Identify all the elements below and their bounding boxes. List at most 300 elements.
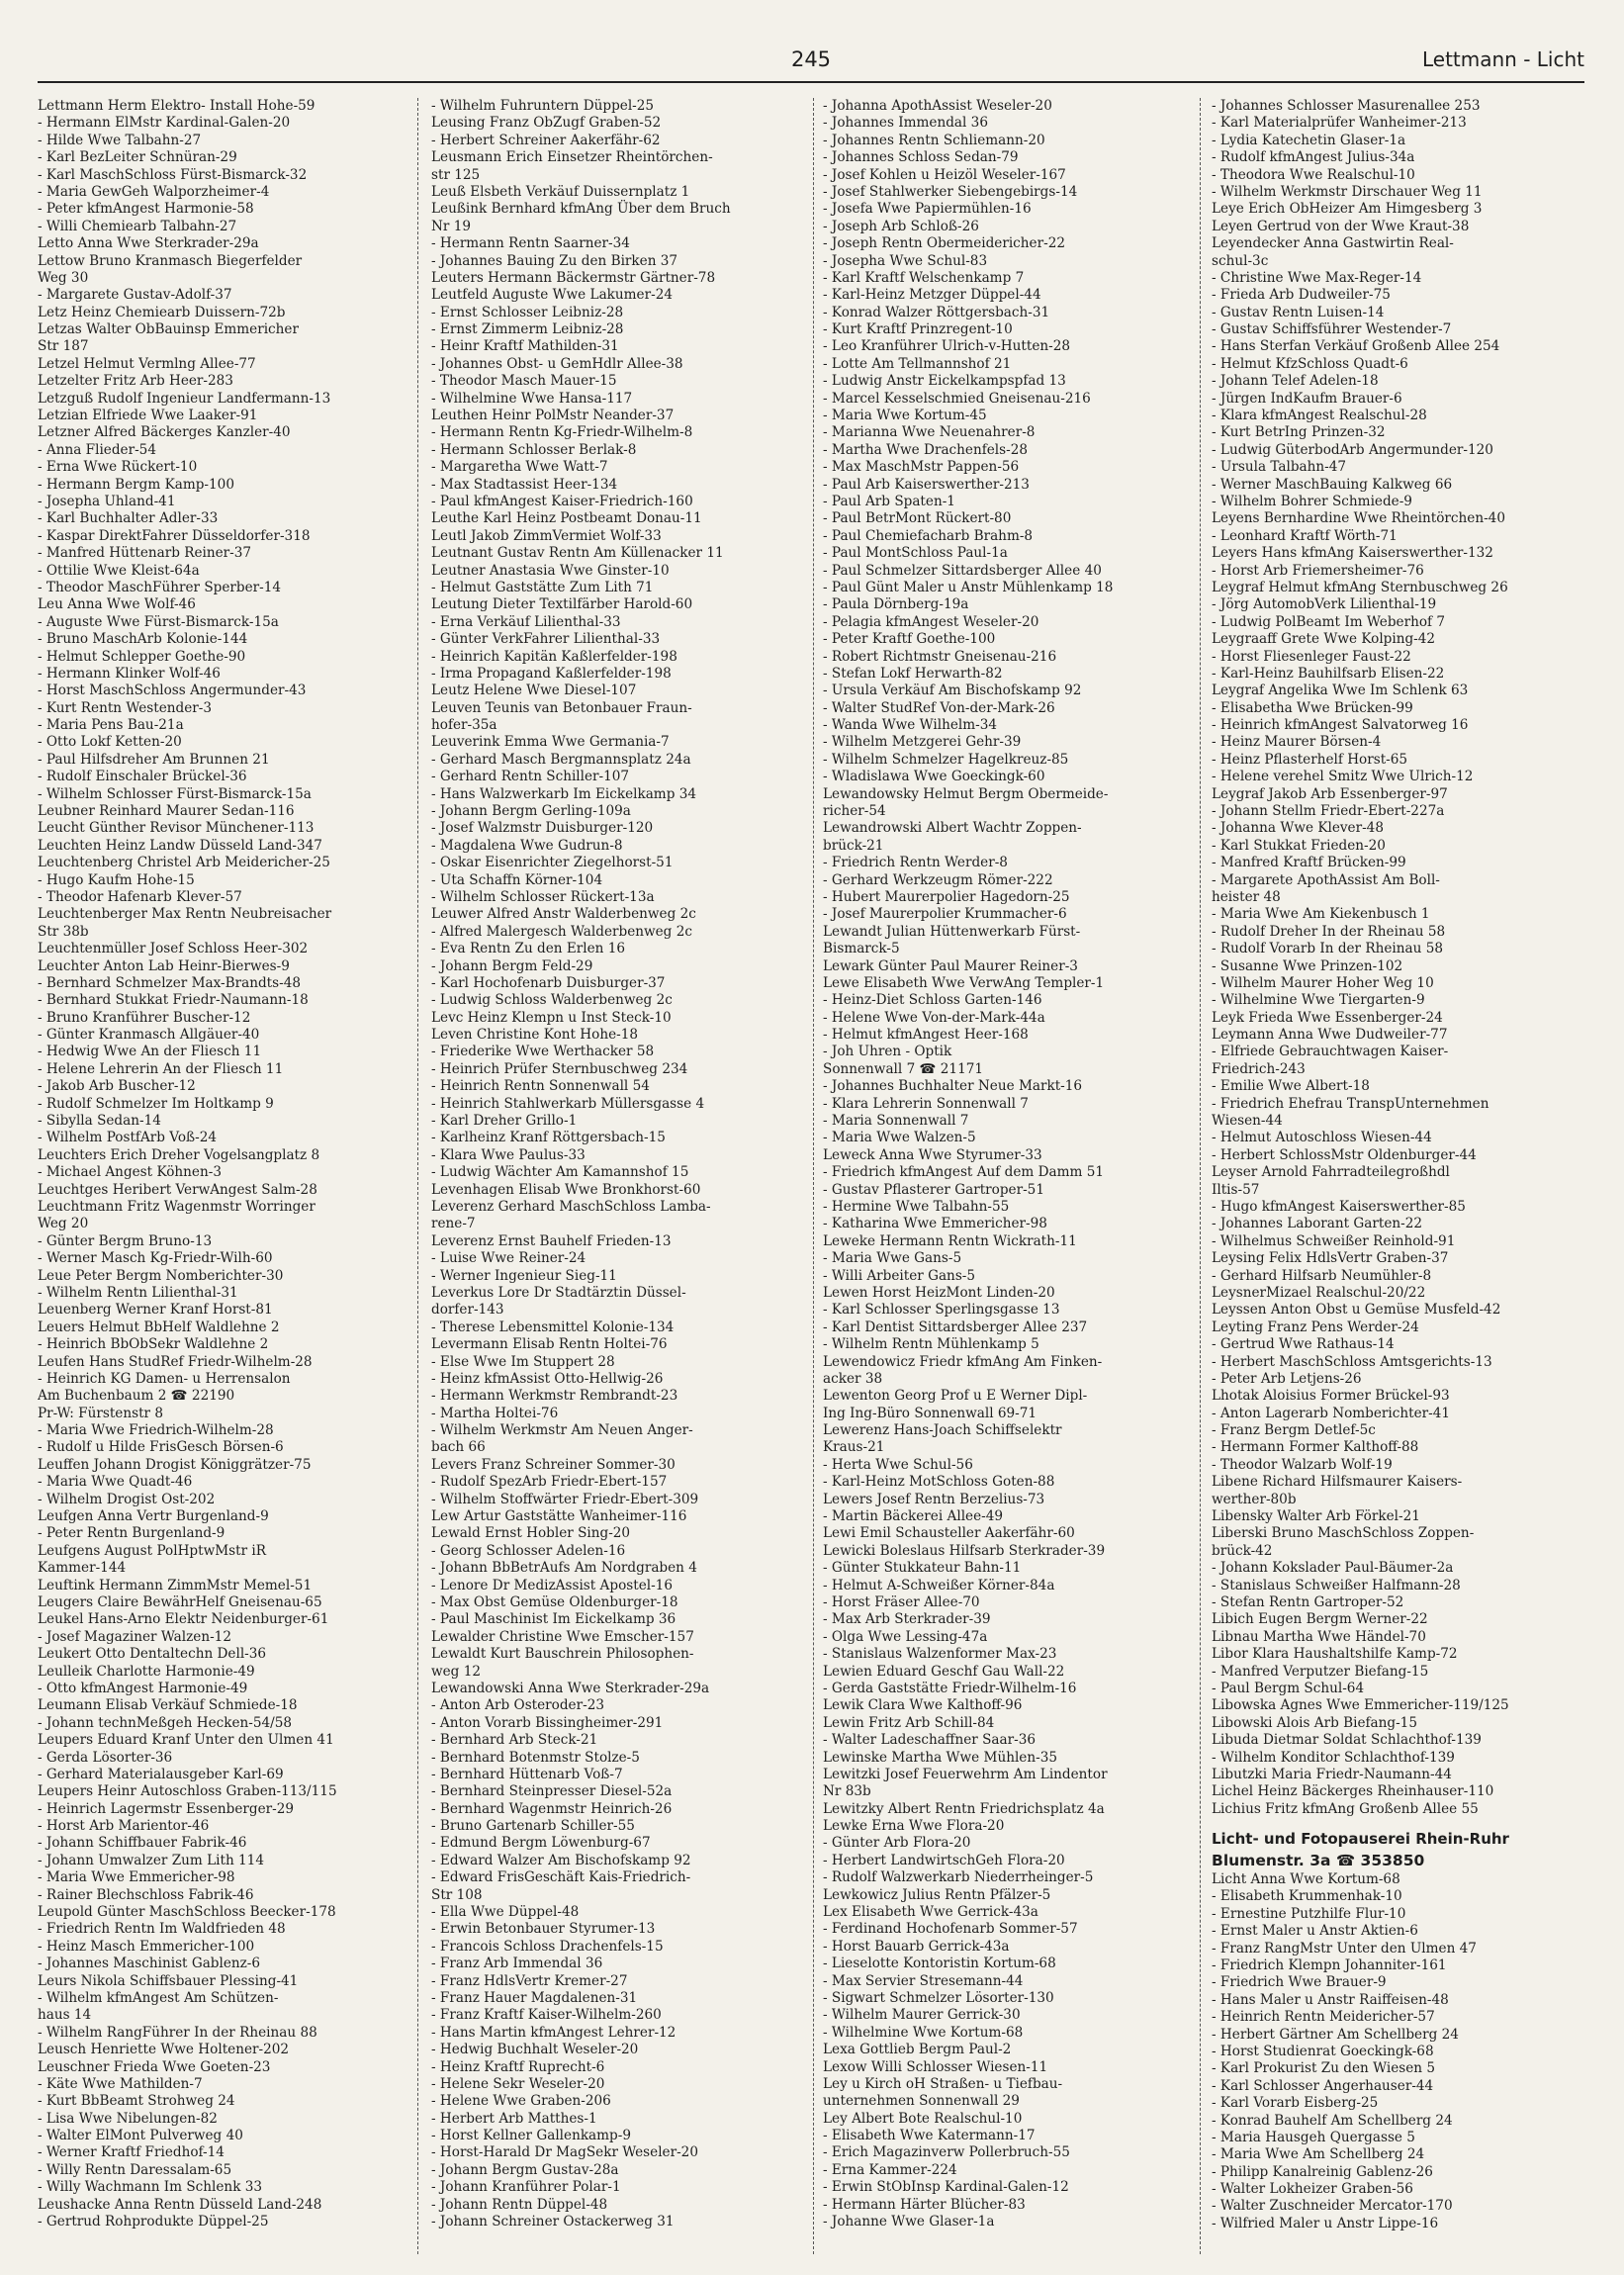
page-number: 245 xyxy=(790,47,832,71)
directory-entry: - Horst Kellner Gallenkamp-9 xyxy=(431,2128,631,2144)
directory-entry: - Konrad Walzer Röttgersbach-31 xyxy=(823,304,1050,320)
directory-entry: - Franz RangMstr Unter den Ulmen 47 xyxy=(1212,1940,1477,1956)
directory-entry: - Friedrich Ehefrau TranspUnternehmen xyxy=(1212,1095,1489,1112)
directory-entry: Weg 20 xyxy=(38,1216,89,1232)
directory-entry: - Herbert SchlossMstr Oldenburger-44 xyxy=(1212,1146,1477,1163)
directory-entry: Leuven Teunis van Betonbauer Fraun- xyxy=(431,699,692,716)
directory-entry: Leyers Hans kfmAng Kaiserswerther-132 xyxy=(1212,545,1493,562)
directory-entry: - Karl Schlosser Angerhauser-44 xyxy=(1212,2077,1434,2094)
directory-entry: Leupers Heinr Autoschloss Graben-113/115 xyxy=(38,1783,337,1800)
directory-entry: - Karl Vorarb Eisberg-25 xyxy=(1212,2095,1379,2112)
directory-entry: - Günter VerkFahrer Lilienthal-33 xyxy=(431,631,661,648)
directory-entry: - Helmut KfzSchloss Quadt-6 xyxy=(1212,355,1408,372)
directory-entry: - Ludwig GüterbodArb Angermunder-120 xyxy=(1212,441,1493,458)
directory-entry: - Johann Kokslader Paul-Bäumer-2a xyxy=(1212,1560,1454,1577)
directory-entry: werther-80b xyxy=(1212,1491,1297,1507)
directory-entry: - Wilhelmine Wwe Kortum-68 xyxy=(823,2024,1024,2041)
directory-entry: - Hans Walzwerkarb Im Eickelkamp 34 xyxy=(431,785,697,802)
directory-entry: - Josef Stahlwerker Siebengebirgs-14 xyxy=(823,183,1078,200)
directory-entry: - Luise Wwe Reiner-24 xyxy=(431,1250,586,1267)
directory-entry: - Karl Dentist Sittardsberger Allee 237 xyxy=(823,1319,1088,1335)
directory-entry: - Johannes Maschinist Gablenz-6 xyxy=(38,1956,261,1972)
directory-entry: Leuchtmann Fritz Wagenmstr Worringer xyxy=(38,1199,316,1215)
directory-entry: - Hermann ElMstr Kardinal-Galen-20 xyxy=(38,115,291,132)
directory-entry: Str 108 xyxy=(431,1886,483,1903)
directory-entry: Lewerenz Hans-Joach Schiffselektr xyxy=(823,1422,1062,1439)
directory-entry: - Franz Kraftf Kaiser-Wilhelm-260 xyxy=(431,2007,662,2024)
directory-entry: Leuthe Karl Heinz Postbeamt Donau-11 xyxy=(431,510,702,527)
directory-entry: - Uta Schaffn Körner-104 xyxy=(431,871,603,888)
directory-entry: - Josef Kohlen u Heizöl Weseler-167 xyxy=(823,166,1066,183)
directory-entry: rene-7 xyxy=(431,1216,476,1232)
directory-entry: Lewinske Martha Wwe Mühlen-35 xyxy=(823,1749,1057,1766)
directory-entry: - Hans Maler u Anstr Raiffeisen-48 xyxy=(1212,1991,1449,2008)
directory-entry: - Emilie Wwe Albert-18 xyxy=(1212,1078,1370,1095)
directory-entry: Lewe Elisabeth Wwe VerwAng Templer-1 xyxy=(823,974,1105,991)
directory-entry: - Katharina Wwe Emmericher-98 xyxy=(823,1216,1047,1232)
directory-entry: - Walter ElMont Pulverweg 40 xyxy=(38,2128,243,2144)
directory-entry: - Jörg AutomobVerk Lilienthal-19 xyxy=(1212,596,1437,613)
directory-entry: - Johann Telef Adelen-18 xyxy=(1212,373,1379,390)
directory-entry: - Paul Günt Maler u Anstr Mühlenkamp 18 xyxy=(823,579,1114,595)
directory-entry: - Horst Studienrat Goeckingk-68 xyxy=(1212,2043,1434,2059)
directory-entry: - Karl Prokurist Zu den Wiesen 5 xyxy=(1212,2060,1435,2077)
directory-entry: - Maria Wwe Quadt-46 xyxy=(38,1474,193,1491)
directory-entry: - Martin Bäckerei Allee-49 xyxy=(823,1508,1004,1525)
directory-entry: - Josepha Uhland-41 xyxy=(38,493,176,509)
directory-entry: Str 38b xyxy=(38,923,89,940)
directory-entry: - Günter Kranmasch Allgäuer-40 xyxy=(38,1027,260,1044)
directory-entry: - Karl MaschSchloss Fürst-Bismarck-32 xyxy=(38,166,308,183)
running-head: Lettmann - Licht xyxy=(1421,47,1584,71)
directory-entry: Lewitzky Albert Rentn Friedrichsplatz 4a xyxy=(823,1800,1105,1817)
directory-entry: - Hermann Härter Blücher-83 xyxy=(823,2196,1026,2213)
directory-entry: - Ursula Verkäuf Am Bischofskamp 92 xyxy=(823,682,1082,699)
directory-entry: Leyk Frieda Wwe Essenberger-24 xyxy=(1212,1009,1443,1026)
directory-entry: - Erna Kammer-224 xyxy=(823,2161,957,2178)
directory-entry: - Johannes Buchhalter Neue Markt-16 xyxy=(823,1078,1083,1095)
directory-entry: - Heinz-Diet Schloss Garten-146 xyxy=(823,992,1042,1009)
directory-entry: - Helene Lehrerin An der Fliesch 11 xyxy=(38,1060,284,1077)
directory-entry: - Wilfried Maler u Anstr Lippe-16 xyxy=(1212,2215,1439,2231)
directory-entry: - Rudolf Vorarb In der Rheinau 58 xyxy=(1212,941,1443,957)
directory-entry: - Karl-Heinz Metzger Düppel-44 xyxy=(823,287,1041,304)
directory-entry: - Jakob Arb Buscher-12 xyxy=(38,1078,196,1095)
directory-entry: - Gerda Lösorter-36 xyxy=(38,1749,173,1766)
directory-entry: Leven Christine Kont Hohe-18 xyxy=(431,1027,639,1044)
directory-entry: - Karl Materialprüfer Wanheimer-213 xyxy=(1212,115,1467,132)
directory-entry: - Bruno MaschArb Kolonie-144 xyxy=(38,631,248,648)
directory-entry: - Kurt BetrIng Prinzen-32 xyxy=(1212,424,1386,441)
directory-entry: Lewers Josef Rentn Berzelius-73 xyxy=(823,1491,1045,1507)
directory-entry: - Horst MaschSchloss Angermunder-43 xyxy=(38,682,307,699)
directory-entry: - Wilhelm Maurer Hoher Weg 10 xyxy=(1212,974,1434,991)
column-divider xyxy=(1200,98,1201,2254)
directory-entry: - Ottilie Wwe Kleist-64a xyxy=(38,562,200,579)
directory-entry: - Helene Sekr Weseler-20 xyxy=(431,2075,605,2092)
directory-entry: Leyen Gertrud von der Wwe Kraut-38 xyxy=(1212,218,1470,234)
directory-entry: - Paul Arb Kaiserswerther-213 xyxy=(823,476,1030,493)
directory-entry: Lewald Ernst Hobler Sing-20 xyxy=(431,1525,631,1542)
directory-entry: Leverenz Gerhard MaschSchloss Lamba- xyxy=(431,1199,711,1215)
directory-entry: - Margarete ApothAssist Am Boll- xyxy=(1212,871,1440,888)
directory-entry: - Maria Wwe Emmericher-98 xyxy=(38,1869,235,1886)
directory-entry: Leuenberg Werner Kranf Horst-81 xyxy=(38,1302,273,1319)
directory-entry: - Manfred Verputzer Biefang-15 xyxy=(1212,1663,1429,1680)
directory-entry: - Paul kfmAngest Kaiser-Friedrich-160 xyxy=(431,493,693,509)
directory-entry: - Wilhelm Rentn Mühlenkamp 5 xyxy=(823,1336,1039,1353)
directory-entry: Lewicki Boleslaus Hilfsarb Sterkrader-39 xyxy=(823,1542,1106,1559)
directory-entry: - Werner Kraftf Friedhof-14 xyxy=(38,2144,225,2161)
directory-entry: - Gustav Schiffsführer Westender-7 xyxy=(1212,321,1452,338)
directory-entry: - Karl Kraftf Welschenkamp 7 xyxy=(823,269,1025,286)
spacer xyxy=(1212,1818,1570,1828)
directory-entry: Leulleik Charlotte Harmonie-49 xyxy=(38,1663,255,1680)
directory-entry: - Wilhelm PostfArb Voß-24 xyxy=(38,1130,218,1146)
directory-entry: Lewalder Christine Wwe Emscher-157 xyxy=(431,1628,694,1645)
directory-entry: Leugers Claire BewährHelf Gneisenau-65 xyxy=(38,1593,322,1610)
directory-entry: - Stanislaus Walzenformer Max-23 xyxy=(823,1646,1057,1663)
directory-entry: richer-54 xyxy=(823,803,886,820)
directory-entry: Leyssen Anton Obst u Gemüse Musfeld-42 xyxy=(1212,1302,1501,1319)
directory-entry: - Karl Dreher Grillo-1 xyxy=(431,1113,578,1130)
directory-entry: - Paul MontSchloss Paul-1a xyxy=(823,545,1008,562)
directory-entry: - Johann Schiffbauer Fabrik-46 xyxy=(38,1835,247,1852)
directory-entry: Leukel Hans-Arno Elektr Neidenburger-61 xyxy=(38,1611,329,1628)
directory-entry: Libich Eugen Bergm Werner-22 xyxy=(1212,1611,1428,1628)
directory-entry: - Gerhard Materialausgeber Karl-69 xyxy=(38,1766,284,1782)
directory-entry: Licht Anna Wwe Kortum-68 xyxy=(1212,1871,1400,1888)
directory-entry: Leuthen Heinr PolMstr Neander-37 xyxy=(431,408,675,424)
directory-entry: - Josefa Wwe Papiermühlen-16 xyxy=(823,201,1032,218)
directory-entry: Str 187 xyxy=(38,338,89,355)
directory-entry: brück-42 xyxy=(1212,1542,1273,1559)
directory-entry: - Elisabeth Krummenhak-10 xyxy=(1212,1888,1402,1905)
directory-entry: - Anton Lagerarb Nomberichter-41 xyxy=(1212,1405,1451,1421)
directory-entry: - Johann Rentn Düppel-48 xyxy=(431,2196,608,2213)
directory-entry: - Friederike Wwe Werthacker 58 xyxy=(431,1044,655,1060)
directory-entry: - Johannes Immendal 36 xyxy=(823,115,988,132)
column-divider xyxy=(417,98,418,2254)
directory-entry: - Max Arb Sterkrader-39 xyxy=(823,1611,991,1628)
directory-entry: Levers Franz Schreiner Sommer-30 xyxy=(431,1456,676,1473)
directory-entry: Lettmann Herm Elektro- Install Hohe-59 xyxy=(38,98,316,114)
directory-entry: - Helmut Gaststätte Zum Lith 71 xyxy=(431,579,654,595)
directory-entry: - Bernhard Steinpresser Diesel-52a xyxy=(431,1783,673,1800)
directory-entry: - Paul BetrMont Rückert-80 xyxy=(823,510,1012,527)
directory-entry: - Sigwart Schmelzer Lösorter-130 xyxy=(823,1989,1054,2006)
directory-entry: - Heinz Maurer Börsen-4 xyxy=(1212,734,1382,751)
directory-entry: Leußink Bernhard kfmAng Über dem Bruch xyxy=(431,201,731,218)
directory-entry: - Gerhard Werkzeugm Römer-222 xyxy=(823,871,1053,888)
directory-entry: - Klara kfmAngest Realschul-28 xyxy=(1212,408,1427,424)
directory-entry: - Ferdinand Hochofenarb Sommer-57 xyxy=(823,1921,1078,1938)
directory-entry: - Heinz Masch Emmericher-100 xyxy=(38,1938,255,1955)
directory-entry: Leuffen Johann Drogist Königgrätzer-75 xyxy=(38,1456,312,1473)
directory-entry: - Willy Rentn Daressalam-65 xyxy=(38,2161,232,2178)
directory-entry: Lewandowsky Helmut Bergm Obermeide- xyxy=(823,785,1109,802)
directory-entry: Leverenz Ernst Bauhelf Frieden-13 xyxy=(431,1232,672,1249)
directory-entry: - Gertrud Wwe Rathaus-14 xyxy=(1212,1336,1395,1353)
directory-entry: - Helmut Autoschloss Wiesen-44 xyxy=(1212,1130,1432,1146)
directory-entry: - Johann Bergm Gerling-109a xyxy=(431,803,631,820)
directory-entry: - Manfred Kraftf Brücken-99 xyxy=(1212,855,1406,871)
directory-entry: - Ludwig Anstr Eickelkampspfad 13 xyxy=(823,373,1066,390)
directory-entry: - Willi Arbeiter Gans-5 xyxy=(823,1267,976,1284)
directory-entry: - Walter Zuschneider Mercator-170 xyxy=(1212,2198,1453,2215)
directory-entry: - Maria Wwe Kortum-45 xyxy=(823,408,987,424)
directory-entry: Libowski Alois Arb Biefang-15 xyxy=(1212,1714,1417,1731)
directory-entry: - Karl BezLeiter Schnüran-29 xyxy=(38,149,237,166)
directory-entry: - Josef Walzmstr Duisburger-120 xyxy=(431,820,654,837)
directory-entry: - Helene Wwe Graben-206 xyxy=(431,2093,611,2110)
directory-entry: - Gerhard Masch Bergmannsplatz 24a xyxy=(431,751,691,768)
directory-entry: - Gerhard Hilfsarb Neumühler-8 xyxy=(1212,1267,1432,1284)
directory-entry: Leutfeld Auguste Wwe Lakumer-24 xyxy=(431,287,673,304)
directory-entry: - Elisabeth Wwe Katermann-17 xyxy=(823,2128,1036,2144)
directory-entry: Libuda Dietmar Soldat Schlachthof-139 xyxy=(1212,1732,1482,1749)
directory-entry: - Horst Bauarb Gerrick-43a xyxy=(823,1938,1010,1955)
directory-entry: Nr 83b xyxy=(823,1783,871,1800)
directory-entry: - Gustav Pflasterer Gartroper-51 xyxy=(823,1181,1044,1198)
directory-entry: - Wilhelm Rentn Lilienthal-31 xyxy=(38,1284,238,1301)
directory-entry: Letto Anna Wwe Sterkrader-29a xyxy=(38,235,259,252)
directory-entry: - Wilhelm Schlosser Rückert-13a xyxy=(431,888,655,905)
directory-entry: Leushacke Anna Rentn Düsseld Land-248 xyxy=(38,2196,322,2213)
directory-entry: Leysing Felix HdlsVertr Graben-37 xyxy=(1212,1250,1449,1267)
directory-entry: - Franz Hauer Magdalenen-31 xyxy=(431,1989,638,2006)
directory-entry: - Johanna ApothAssist Weseler-20 xyxy=(823,98,1052,114)
directory-entry: Leuchtenberg Christel Arb Meidericher-25 xyxy=(38,855,330,871)
directory-entry: - Herbert Schreiner Aakerfähr-62 xyxy=(431,132,661,148)
directory-entry: - Heinrich Rentn Meidericher-57 xyxy=(1212,2009,1435,2026)
directory-entry: - Gustav Rentn Luisen-14 xyxy=(1212,304,1385,320)
directory-entry: - Rainer Blechschloss Fabrik-46 xyxy=(38,1886,254,1903)
directory-entry: - Peter Arb Letjens-26 xyxy=(1212,1370,1362,1387)
directory-entry: Lewke Erna Wwe Flora-20 xyxy=(823,1818,1005,1835)
directory-entry: - Joseph Rentn Obermeidericher-22 xyxy=(823,235,1065,252)
directory-entry: Leyser Arnold Fahrradteilegroßhdl xyxy=(1212,1164,1450,1181)
directory-entry: - Paul Arb Spaten-1 xyxy=(823,493,955,509)
directory-entry: - Herbert Gärtner Am Schellberg 24 xyxy=(1212,2026,1459,2043)
directory-entry: - Günter Stukkateur Bahn-11 xyxy=(823,1560,1022,1577)
directory-entry: - Lotte Am Tellmannshof 21 xyxy=(823,355,1012,372)
directory-entry: haus 14 xyxy=(38,2007,92,2024)
directory-entry: - Klara Lehrerin Sonnenwall 7 xyxy=(823,1095,1029,1112)
directory-entry: unternehmen Sonnenwall 29 xyxy=(823,2093,1020,2110)
directory-entry: - Irma Propagand Kaßlerfelder-198 xyxy=(431,665,672,682)
directory-entry: - Anna Flieder-54 xyxy=(38,441,156,458)
directory-entry: - Paul Chemiefacharb Brahm-8 xyxy=(823,527,1034,544)
directory-entry: - Stanislaus Schweißer Halfmann-28 xyxy=(1212,1577,1461,1593)
directory-entry: - Hermann Rentn Kg-Friedr-Wilhelm-8 xyxy=(431,424,693,441)
directory-entry: - Theodor Walzarb Wolf-19 xyxy=(1212,1456,1393,1473)
directory-entry: Leu Anna Wwe Wolf-46 xyxy=(38,596,196,613)
directory-entry: Libutzki Maria Friedr-Naumann-44 xyxy=(1212,1766,1452,1782)
directory-entry: - Willy Wachmann Im Schlenk 33 xyxy=(38,2179,263,2196)
directory-entry: - Gerhard Rentn Schiller-107 xyxy=(431,769,630,785)
directory-entry: - Gerda Gaststätte Friedr-Wilhelm-16 xyxy=(823,1680,1077,1696)
page-header xyxy=(38,47,1584,83)
directory-entry: - Ernst Schlosser Leibniz-28 xyxy=(431,304,624,320)
directory-entry: - Friedrich kfmAngest Auf dem Damm 51 xyxy=(823,1164,1104,1181)
directory-entry: Weg 30 xyxy=(38,269,89,286)
directory-entry: - Hermann Rentn Saarner-34 xyxy=(431,235,630,252)
directory-entry: Leweke Hermann Rentn Wickrath-11 xyxy=(823,1232,1077,1249)
directory-entry: - Horst Arb Friemersheimer-76 xyxy=(1212,562,1424,579)
directory-entry: - Josef Magaziner Walzen-12 xyxy=(38,1628,231,1645)
directory-entry: Leucht Günther Revisor Münchener-113 xyxy=(38,820,315,837)
directory-entry: - Paul Hilfsdreher Am Brunnen 21 xyxy=(38,751,270,768)
directory-entry: - Eva Rentn Zu den Erlen 16 xyxy=(431,941,626,957)
directory-entry: - Wilhelm RangFührer In der Rheinau 88 xyxy=(38,2024,317,2041)
directory-entry: - Heinrich KG Damen- u Herrensalon xyxy=(38,1370,291,1387)
directory-entry: - Paul Schmelzer Sittardsberger Allee 40 xyxy=(823,562,1102,579)
directory-entry: - Bernhard Stukkat Friedr-Naumann-18 xyxy=(38,992,309,1009)
directory-entry: Leyens Bernhardine Wwe Rheintörchen-40 xyxy=(1212,510,1505,527)
directory-entry: - Konrad Bauhelf Am Schellberg 24 xyxy=(1212,2112,1453,2129)
directory-entry: - Peter kfmAngest Harmonie-58 xyxy=(38,201,254,218)
directory-entry: - Wladislawa Wwe Goeckingk-60 xyxy=(823,769,1045,785)
directory-entry: - Marcel Kesselschmied Gneisenau-216 xyxy=(823,390,1091,407)
directory-entry: - Wilhelm Metzgerei Gehr-39 xyxy=(823,734,1022,751)
directory-entry: - Jürgen IndKaufm Brauer-6 xyxy=(1212,390,1402,407)
directory-entry: - Horst Fräser Allee-70 xyxy=(823,1593,980,1610)
directory-entry: - Francois Schloss Drachenfels-15 xyxy=(431,1938,664,1955)
directory-entry: - Maria Wwe Am Schellberg 24 xyxy=(1212,2146,1425,2163)
directory-entry: Leupold Günter MaschSchloss Beecker-178 xyxy=(38,1904,336,1921)
directory-entry: - Wilhelm Stoffwärter Friedr-Ebert-309 xyxy=(431,1491,699,1507)
directory-entry: Letzguß Rudolf Ingenieur Landfermann-13 xyxy=(38,390,331,407)
directory-entry: - Bernhard Hüttenarb Voß-7 xyxy=(431,1766,623,1782)
directory-column-3 xyxy=(823,98,1181,2230)
directory-entry: - Friedrich Rentn Im Waldfrieden 48 xyxy=(38,1921,286,1938)
directory-entry: - Johann Kranführer Polar-1 xyxy=(431,2179,621,2196)
directory-entry: - Erna Verkäuf Lilienthal-33 xyxy=(431,613,621,630)
directory-entry: - Karl Buchhalter Adler-33 xyxy=(38,510,219,527)
directory-entry: - Walter Ladeschaffner Saar-36 xyxy=(823,1732,1036,1749)
directory-entry: - Heinz Kraftf Ruprecht-6 xyxy=(431,2058,605,2075)
directory-entry: - Lisa Wwe Nibelungen-82 xyxy=(38,2110,218,2127)
directory-entry: Sonnenwall 7 ☎ 21171 xyxy=(823,1060,984,1077)
directory-entry: Leymann Anna Wwe Dudweiler-77 xyxy=(1212,1027,1448,1044)
directory-entry: - Hugo Kaufm Hohe-15 xyxy=(38,871,195,888)
directory-entry: - Kurt Rentn Westender-3 xyxy=(38,699,213,716)
directory-entry: Leufgens August PolHptwMstr iR xyxy=(38,1542,266,1559)
directory-entry: Bismarck-5 xyxy=(823,941,900,957)
directory-entry: - Manfred Hüttenarb Reiner-37 xyxy=(38,545,252,562)
directory-entry: - Hedwig Wwe An der Fliesch 11 xyxy=(38,1044,262,1060)
directory-entry: - Kurt BbBeamt Strohweg 24 xyxy=(38,2093,235,2110)
directory-entry: Lewin Fritz Arb Schill-84 xyxy=(823,1714,995,1731)
directory-entry: Kammer-144 xyxy=(38,1560,127,1577)
directory-entry: Leupers Eduard Kranf Unter den Ulmen 41 xyxy=(38,1732,334,1749)
directory-entry: - Therese Lebensmittel Kolonie-134 xyxy=(431,1319,675,1335)
directory-entry: - Wilhelm Werkmstr Dirschauer Weg 11 xyxy=(1212,183,1483,200)
directory-entry: - Rudolf SpezArb Friedr-Ebert-157 xyxy=(431,1474,668,1491)
directory-entry: - Werner MaschBauing Kalkweg 66 xyxy=(1212,476,1453,493)
directory-entry: - Wanda Wwe Wilhelm-34 xyxy=(823,717,998,734)
directory-entry: Letzner Alfred Bäckerges Kanzler-40 xyxy=(38,424,291,441)
directory-entry: Libowska Agnes Wwe Emmericher-119/125 xyxy=(1212,1697,1509,1714)
directory-entry: Leuchtenmüller Josef Schloss Heer-302 xyxy=(38,941,309,957)
directory-entry: Liberski Bruno MaschSchloss Zoppen- xyxy=(1212,1525,1475,1542)
directory-entry: Levc Heinz Klempn u Inst Steck-10 xyxy=(431,1009,672,1026)
directory-entry: - Stefan Lokf Herwarth-82 xyxy=(823,665,1003,682)
directory-entry: - Max MaschMstr Pappen-56 xyxy=(823,459,1020,476)
directory-entry: Libor Klara Haushaltshilfe Kamp-72 xyxy=(1212,1646,1458,1663)
directory-entry: - Ludwig Schloss Walderbenweg 2c xyxy=(431,992,673,1009)
directory-entry: brück-21 xyxy=(823,837,884,854)
directory-entry: - Johannes Obst- u GemHdlr Allee-38 xyxy=(431,355,683,372)
directory-entry: - Ludwig PolBeamt Im Weberhof 7 xyxy=(1212,613,1446,630)
directory-entry: Leweck Anna Wwe Styrumer-33 xyxy=(823,1146,1042,1163)
directory-entry: - Erna Wwe Rückert-10 xyxy=(38,459,198,476)
directory-entry: - Edward FrisGeschäft Kais-Friedrich- xyxy=(431,1869,691,1886)
directory-entry: - Friedrich Klempn Johanniter-161 xyxy=(1212,1957,1447,1974)
directory-entry: Leuwer Alfred Anstr Walderbenweg 2c xyxy=(431,906,696,923)
directory-entry: Lewen Horst HeizMont Linden-20 xyxy=(823,1284,1055,1301)
directory-entry: Leuchtenberger Max Rentn Neubreisacher xyxy=(38,906,332,923)
directory-entry: Leyendecker Anna Gastwirtin Real- xyxy=(1212,235,1454,252)
directory-entry: Leuftink Hermann ZimmMstr Memel-51 xyxy=(38,1577,313,1593)
directory-entry: LeysnerMizael Realschul-20/22 xyxy=(1212,1284,1426,1301)
directory-entry: - Horst-Harald Dr MagSekr Weseler-20 xyxy=(431,2144,698,2161)
directory-entry: - Theodor Hafenarb Klever-57 xyxy=(38,888,242,905)
directory-entry: - Johannes Bauing Zu den Birken 37 xyxy=(431,252,678,269)
directory-entry: - Josef Maurerpolier Krummacher-6 xyxy=(823,906,1067,923)
directory-entry: - Maria Hausgeh Quergasse 5 xyxy=(1212,2129,1415,2145)
directory-entry: Leuers Helmut BbHelf Waldlehne 2 xyxy=(38,1319,280,1335)
directory-entry: - Elisabetha Wwe Brücken-99 xyxy=(1212,699,1413,716)
directory-entry: Kraus-21 xyxy=(823,1439,885,1456)
directory-entry: - Horst Fliesenleger Faust-22 xyxy=(1212,648,1411,665)
directory-entry: - Klara Wwe Paulus-33 xyxy=(431,1146,586,1163)
directory-entry: - Martha Wwe Drachenfels-28 xyxy=(823,441,1029,458)
directory-entry: - Joh Uhren - Optik xyxy=(823,1044,952,1060)
directory-entry: - Wilhelm Fuhruntern Düppel-25 xyxy=(431,98,655,114)
directory-entry: Lewandt Julian Hüttenwerkarb Fürst- xyxy=(823,923,1081,940)
directory-entry: - Johanna Wwe Klever-48 xyxy=(1212,820,1384,837)
directory-entry: Lewenton Georg Prof u E Werner Dipl- xyxy=(823,1388,1088,1405)
directory-entry: - Hans Sterfan Verkäuf Großenb Allee 254 xyxy=(1212,338,1500,355)
directory-entry: - Hermann Bergm Kamp-100 xyxy=(38,476,234,493)
directory-entry: Leusing Franz ObZugf Graben-52 xyxy=(431,115,662,132)
directory-entry: - Wilhelmus Schweißer Reinhold-91 xyxy=(1212,1232,1456,1249)
directory-entry: - Martha Holtei-76 xyxy=(431,1405,559,1421)
directory-entry: Leygraf Angelika Wwe Im Schlenk 63 xyxy=(1212,682,1469,699)
directory-entry: schul-3c xyxy=(1212,252,1269,269)
directory-entry: Leuchtges Heribert VerwAngest Salm-28 xyxy=(38,1181,317,1198)
directory-entry: - Heinrich BbObSekr Waldlehne 2 xyxy=(38,1336,269,1353)
directory-entry: - Helene verehel Smitz Wwe Ulrich-12 xyxy=(1212,769,1474,785)
directory-entry: Leusmann Erich Einsetzer Rheintörchen- xyxy=(431,149,713,166)
directory-entry: - Werner Ingenieur Sieg-11 xyxy=(431,1267,617,1284)
directory-entry: - Karl Hochofenarb Duisburger-37 xyxy=(431,974,666,991)
directory-entry: - Hubert Maurerpolier Hagedorn-25 xyxy=(823,888,1070,905)
directory-column-2 xyxy=(431,98,789,2230)
directory-entry: - Alfred Malergesch Walderbenweg 2c xyxy=(431,923,692,940)
directory-entry: - Theodora Wwe Realschul-10 xyxy=(1212,166,1415,183)
directory-entry: Letzelter Fritz Arb Heer-283 xyxy=(38,373,233,390)
directory-entry: Lex Elisabeth Wwe Gerrick-43a xyxy=(823,1904,1038,1921)
directory-entry: - Johannes Laborant Garten-22 xyxy=(1212,1216,1423,1232)
directory-entry: - Heinrich Rentn Sonnenwall 54 xyxy=(431,1078,650,1095)
directory-entry: - Max Servier Stresemann-44 xyxy=(823,1972,1024,1989)
directory-entry: - Johannes Schloss Sedan-79 xyxy=(823,149,1019,166)
directory-entry: - Hermann Werkmstr Rembrandt-23 xyxy=(431,1388,678,1405)
directory-entry: Libnau Martha Wwe Händel-70 xyxy=(1212,1628,1426,1645)
